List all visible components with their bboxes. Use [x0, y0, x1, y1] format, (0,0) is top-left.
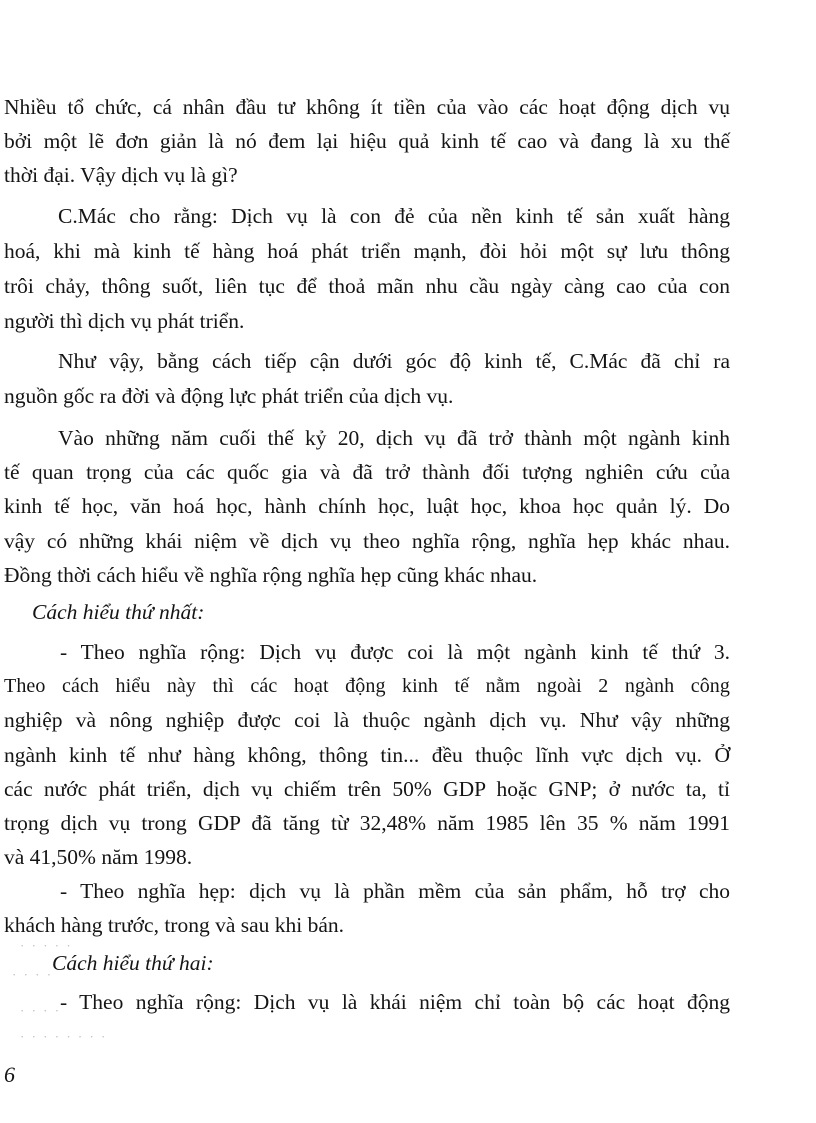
paragraph-5-line-6: trọng dịch vụ trong GDP đã tăng từ 32,48% năm 1985 lên 35 % năm 1991	[4, 811, 730, 835]
paragraph-5-line-3: nghiệp và nông nghiệp được coi là thuộc ngành dịch vụ. Như vậy những	[4, 708, 730, 732]
paragraph-2-line-2: hoá, khi mà kinh tế hàng hoá phát triển mạnh, đòi hỏi một sự lưu thông	[4, 239, 730, 263]
paragraph-2-line-3: trôi chảy, thông suốt, liên tục để thoả mãn nhu cầu ngày càng cao của con	[4, 274, 730, 298]
paragraph-4-line-3: kinh tế học, văn hoá học, hành chính học, luật học, khoa học quản lý. Do	[4, 494, 730, 518]
scan-noise-2: · · · ·	[12, 967, 54, 982]
paragraph-6-line-1: - Theo nghĩa hẹp: dịch vụ là phần mềm của sản phẩm, hỗ trợ cho	[60, 879, 730, 903]
paragraph-4-line-2: tế quan trọng của các quốc gia và đã trở thành đối tượng nghiên cứu của	[4, 460, 730, 484]
paragraph-5-line-7: và 41,50% năm 1998.	[4, 845, 193, 869]
paragraph-1-line-1: Nhiều tổ chức, cá nhân đầu tư không ít tiền của vào các hoạt động dịch vụ	[4, 95, 730, 119]
page-number: 6	[4, 1062, 15, 1087]
paragraph-5-line-5: các nước phát triển, dịch vụ chiếm trên 50% GDP hoặc GNP; ở nước ta, tỉ	[4, 777, 730, 801]
paragraph-5-line-2: Theo cách hiểu này thì các hoạt động kinh tế nằm ngoài 2 ngành công	[4, 675, 730, 697]
paragraph-4-line-1: Vào những năm cuối thế kỷ 20, dịch vụ đã trở thành một ngành kinh	[58, 426, 730, 450]
paragraph-1-line-2: bởi một lẽ đơn giản là nó đem lại hiệu quả kinh tế cao và đang là xu thế	[4, 129, 730, 153]
paragraph-4-line-5: Đồng thời cách hiểu về nghĩa rộng nghĩa hẹp cũng khác nhau.	[4, 563, 538, 587]
paragraph-7-line-1: - Theo nghĩa rộng: Dịch vụ là khái niệm chỉ toàn bộ các hoạt động	[60, 990, 730, 1014]
scan-noise-1: · · · · ·	[20, 938, 73, 953]
paragraph-5-line-4: ngành kinh tế như hàng không, thông tin... đều thuộc lĩnh vực dịch vụ. Ở	[4, 743, 730, 767]
paragraph-5-line-1: - Theo nghĩa rộng: Dịch vụ được coi là một ngành kinh tế thứ 3.	[60, 640, 730, 664]
paragraph-2-line-4: người thì dịch vụ phát triển.	[4, 309, 245, 333]
scan-noise-3: · · · ·	[20, 1003, 62, 1018]
paragraph-3-line-2: nguồn gốc ra đời và động lực phát triển của dịch vụ.	[4, 384, 454, 408]
paragraph-6-line-2: khách hàng trước, trong và sau khi bán.	[4, 913, 345, 937]
paragraph-3-line-1: Như vậy, bằng cách tiếp cận dưới góc độ kinh tế, C.Mác đã chỉ ra	[58, 349, 730, 373]
section-heading-first-understanding: Cách hiểu thứ nhất:	[32, 600, 205, 624]
paragraph-1-line-3: thời đại. Vậy dịch vụ là gì?	[4, 163, 238, 187]
scan-noise-4: · · · · · · · ·	[20, 1029, 108, 1044]
section-heading-second-understanding: Cách hiểu thứ hai:	[52, 951, 214, 975]
paragraph-4-line-4: vậy có những khái niệm về dịch vụ theo nghĩa rộng, nghĩa hẹp khác nhau.	[4, 529, 730, 553]
paragraph-2-line-1: C.Mác cho rằng: Dịch vụ là con đẻ của nền kinh tế sản xuất hàng	[58, 204, 730, 228]
